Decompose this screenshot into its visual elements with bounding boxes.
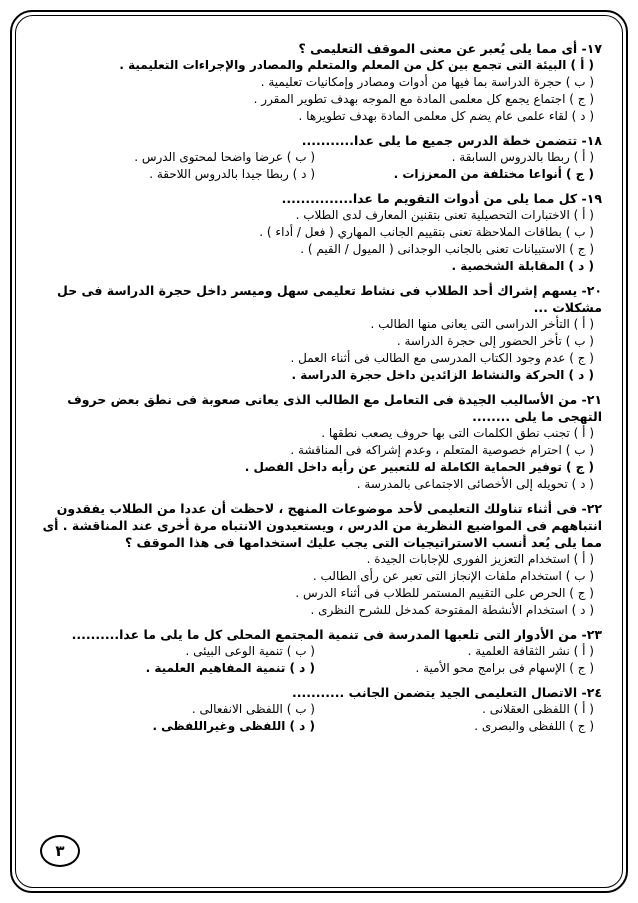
answer-option: ( أ ) التأخر الدراسى التى يعانى منها الطالب . (370, 317, 594, 331)
answer-option: ( د ) استخدام الأنشطة المفتوحة كمدخل للشرح النظرى . (310, 603, 594, 617)
answer-option: ( ج ) اللفظى والبصرى . (474, 719, 594, 733)
question-list (36, 40, 602, 742)
answer-option: ( ب ) احترام خصوصية المتعلم ، وعدم إشراكه فى المناقشة . (290, 443, 594, 457)
question-stem: ١٩- كل مما يلى من أدوات التقويم ما عدا............... (281, 191, 602, 206)
page-number: ٣ (55, 842, 65, 860)
question-stem: ٢٢- فى أثناء تناولك التعليمى لأحد موضوعات المنهج ، لاحظت أن عددا من الطلاب يفقدون انتباههم فى المواضيع النظرية من الدرس ، ويستعيدون الانتباه مرة أخرى عند المناقشة . أى مما يلى يُعد أنسب الاستراتيجيات التى يجب عليك استخدامها فى هذا الموقف ؟ (42, 501, 602, 550)
answer-option: ( ج ) الاستبيانات تعنى بالجانب الوجدانى ( الميول / القيم ) . (300, 242, 594, 256)
answer-option: ( ج ) الحرص على التقييم المستمر للطلاب فى أثناء الدرس . (295, 586, 594, 600)
question-stem: ٢٠- يسهم إشراك أحد الطلاب فى نشاط تعليمى سهل وميسر داخل حجرة الدراسة فى حل مشكلات ... (57, 283, 602, 315)
question-stem: ١٨- تتضمن خطة الدرس جميع ما يلى عدا........... (301, 133, 602, 148)
question-stem: ٢٤- الاتصال التعليمى الجيد يتضمن الجانب ........... (292, 685, 602, 700)
answer-row (36, 643, 602, 660)
answer-option: ( أ ) البيئة التى تجمع بين كل من المعلم والمتعلم والمصادر والإجراءات التعليمية . (119, 58, 594, 72)
answer-row (36, 166, 602, 183)
question-block (36, 190, 602, 275)
answer-option: ( ج ) عدم وجود الكتاب المدرسى مع الطالب فى أثناء العمل . (290, 351, 594, 365)
answer-option: ( ب ) اللفظى الانفعالى . (191, 702, 315, 716)
answer-option: ( ج ) اجتماع يجمع كل معلمى المادة مع الموجه بهدف تطوير المقرر . (253, 92, 594, 106)
answer-row (36, 701, 602, 718)
answer-row (36, 149, 602, 166)
answer-option: ( ب ) عرضا واضحا لمحتوى الدرس . (134, 150, 315, 164)
answer-option: ( أ ) استخدام التعزيز الفورى للإجابات الجيدة . (366, 552, 594, 566)
answer-option: ( ب ) استخدام ملفات الإنجاز التى تعبر عن رأى الطالب . (312, 569, 594, 583)
answer-option: ( ج ) أنواعا مختلفة من المعززات . (393, 167, 594, 181)
question-stem: ١٧- أى مما يلى يُعبر عن معنى الموقف التعليمى ؟ (298, 41, 602, 56)
answer-option: ( أ ) اللفظى العقلانى . (482, 702, 594, 716)
answer-row (36, 660, 602, 677)
answer-option: ( أ ) ربطا بالدروس السابقة . (451, 150, 594, 164)
question-block (36, 500, 602, 619)
answer-option: ( ب ) حجرة الدراسة بما فيها من أدوات ومصادر وإمكانيات تعليمية . (260, 75, 594, 89)
answer-option: ( ج ) الإسهام فى برامج محو الأمية . (415, 661, 594, 675)
answer-row (36, 718, 602, 735)
answer-option: ( ب ) تأخر الحضور إلى حجرة الدراسة . (396, 334, 594, 348)
answer-option: ( د ) ربطا جيدا بالدروس اللاحقة . (149, 167, 315, 181)
answer-option: ( ب ) بطاقات الملاحظة تعنى بتقييم الجانب المهاري ( فعل / أداء ) . (259, 225, 594, 239)
answer-option: ( د ) المقابلة الشخصية . (451, 259, 594, 273)
question-block (36, 282, 602, 384)
answer-option: ( د ) لقاء علمى عام يضم كل معلمى المادة بهدف تطويرها . (298, 109, 594, 123)
question-stem: ٢٣- من الأدوار التى تلعبها المدرسة فى تنمية المجتمع المحلى كل ما يلى ما عدا.......... (71, 627, 602, 642)
answer-option: ( د ) تحويله إلى الأخصائى الاجتماعى بالمدرسة . (356, 477, 594, 491)
question-block (36, 40, 602, 125)
answer-option: ( أ ) الاختبارات التحصيلية تعنى بتقنين المعارف لدى الطلاب . (295, 208, 594, 222)
answer-option: ( د ) الحركة والنشاط الزائدين داخل حجرة الدراسة . (291, 368, 594, 382)
answer-option: ( أ ) نشر الثقافة العلمية . (467, 644, 594, 658)
page-number-badge (40, 835, 80, 867)
answer-option: ( ب ) تنمية الوعى البيئى . (185, 644, 315, 658)
question-block (36, 684, 602, 735)
question-block (36, 626, 602, 677)
answer-option: ( ج ) توفير الحماية الكاملة له للتعبير عن رأيه داخل الفصل . (244, 460, 594, 474)
answer-option: ( أ ) تجنب نطق الكلمات التى بها حروف يصعب نطقها . (321, 426, 594, 440)
answer-option: ( د ) اللفظى وغيراللفظى . (152, 719, 315, 733)
question-block (36, 132, 602, 183)
question-stem: ٢١- من الأساليب الجيدة فى التعامل مع الطالب الذى يعانى صعوبة فى نطق بعض حروف التهجى ما يلى ........ (67, 392, 602, 424)
answer-option: ( د ) تنمية المفاهيم العلمية . (145, 661, 315, 675)
question-block (36, 391, 602, 493)
